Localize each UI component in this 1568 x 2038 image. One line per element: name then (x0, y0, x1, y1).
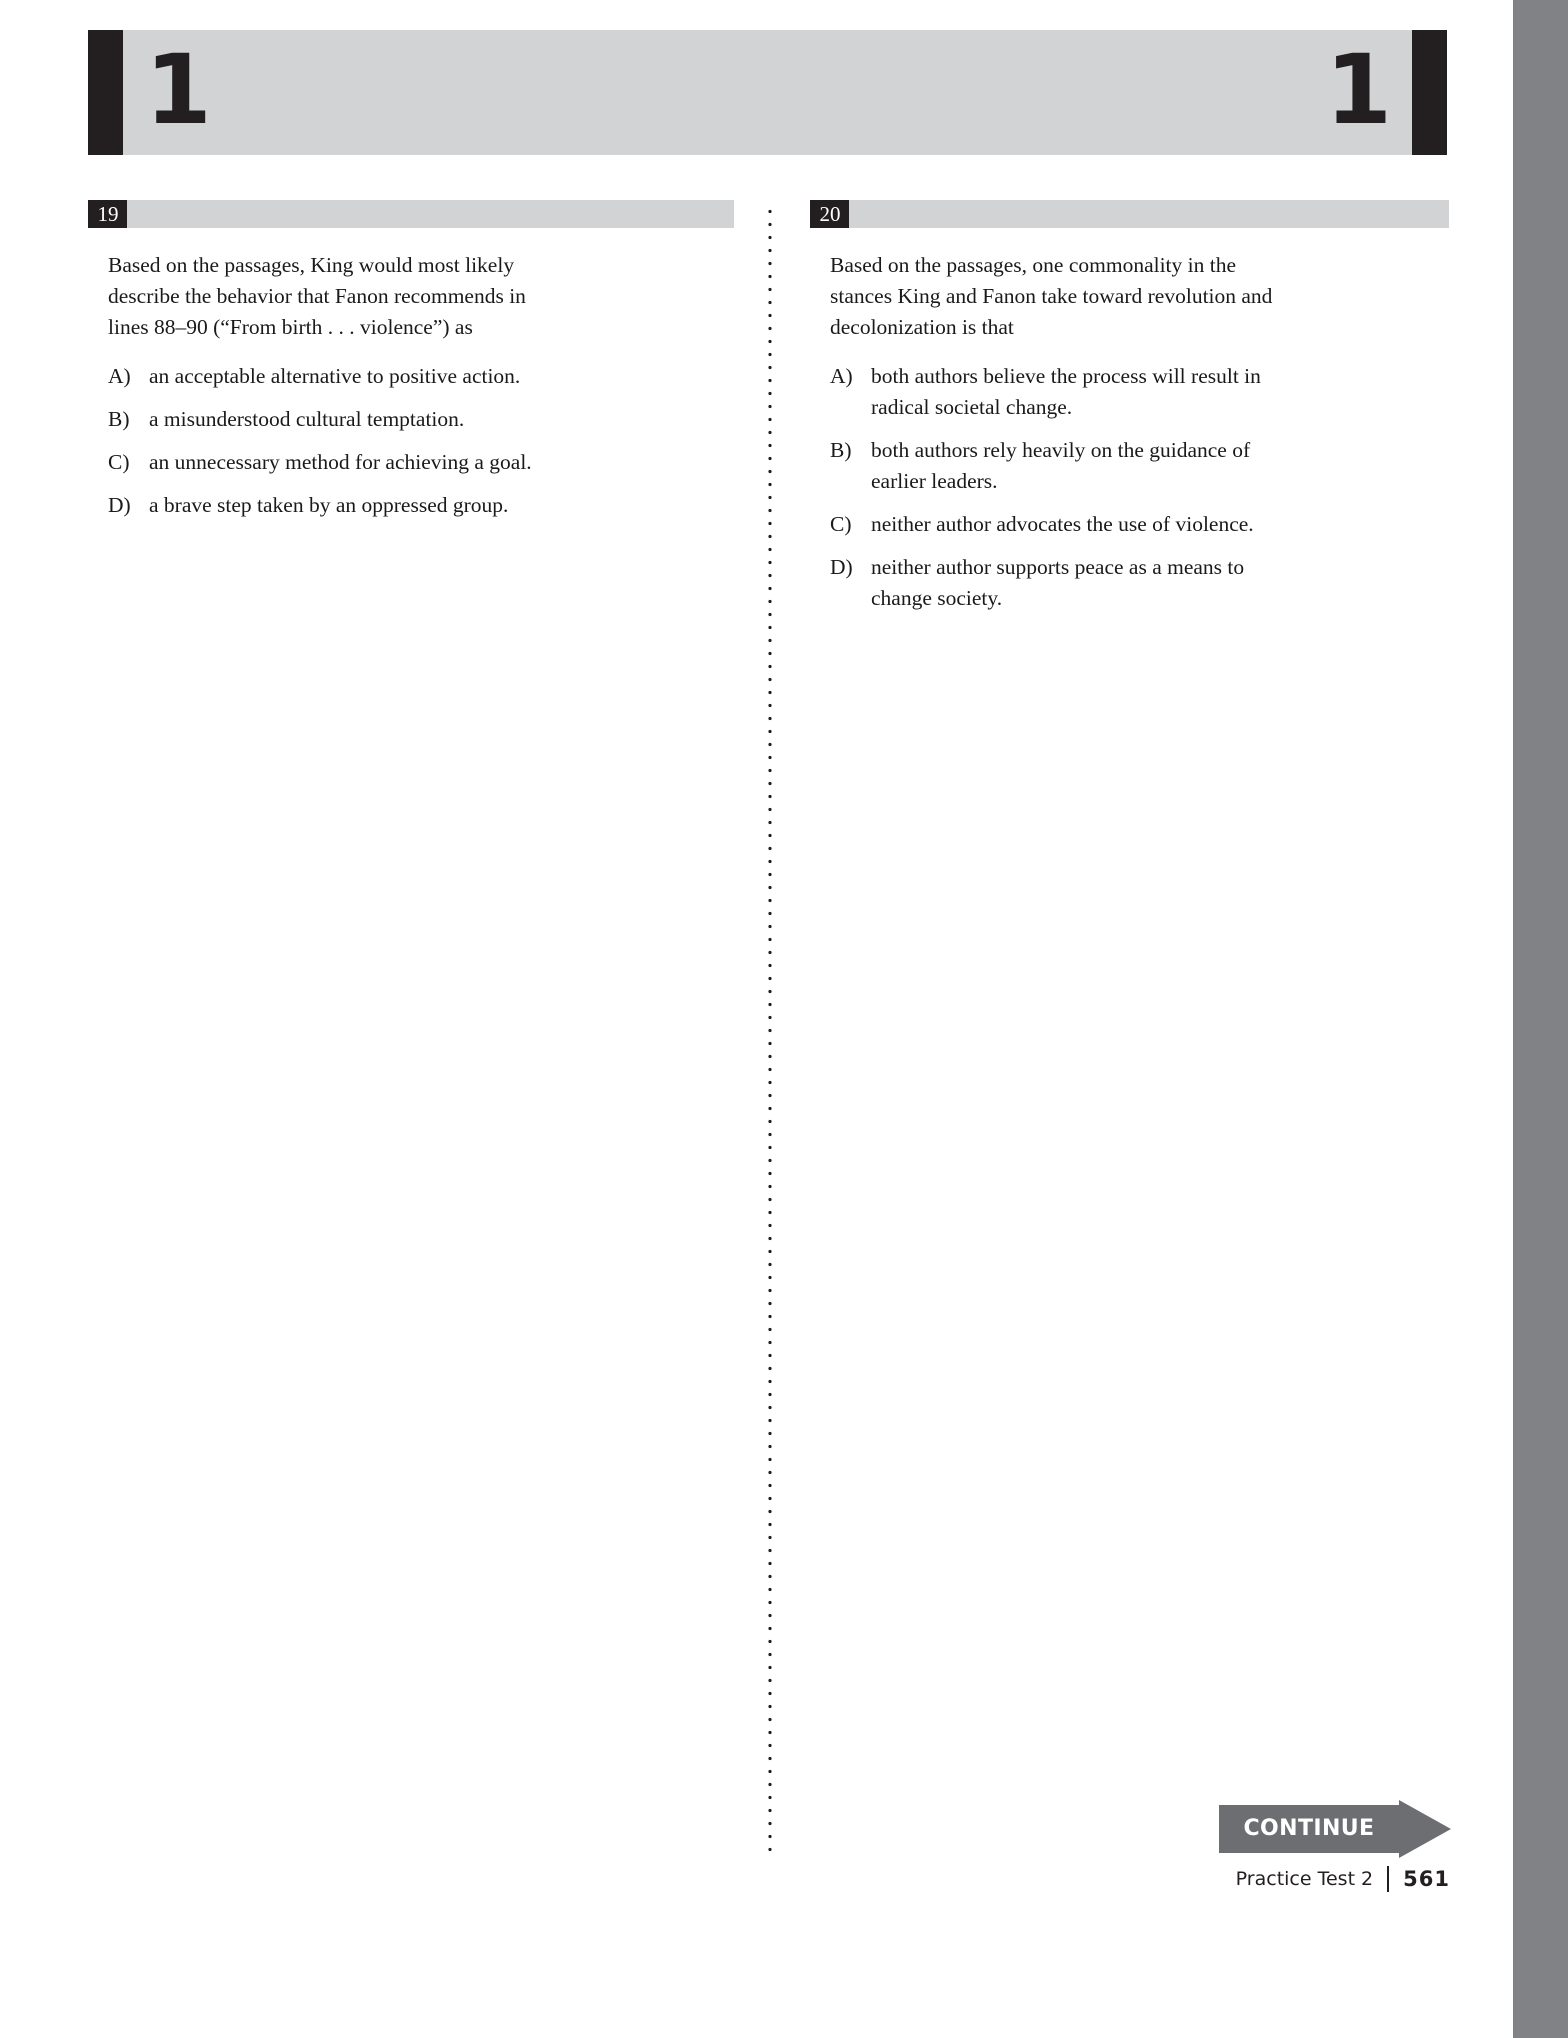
question-20-choice-d[interactable] (830, 552, 1450, 614)
section-header-left-endcap (88, 30, 123, 155)
choice-letter: A) (108, 364, 131, 388)
section-number-left: 1 (145, 33, 210, 146)
choice-text: both authors believe the process will result in radical societal change. (871, 364, 1261, 419)
choice-letter: A) (830, 364, 853, 388)
question-20-choice-c[interactable] (830, 509, 1450, 540)
section-header-body (123, 30, 1412, 155)
continue-button-body (1219, 1805, 1399, 1853)
question-19-header (88, 200, 736, 228)
left-column (88, 200, 736, 533)
question-20-rule (849, 200, 1449, 228)
section-number-right: 1 (1325, 33, 1390, 146)
right-page-rail (1513, 0, 1568, 2038)
question-20-choice-a[interactable] (830, 361, 1450, 423)
choice-text: neither author supports peace as a means to change society. (871, 555, 1245, 610)
question-20-stem: Based on the passages, one commonality in the stances King and Fanon take toward revolution and decolonization is that (830, 253, 1273, 339)
choice-text: neither author advocates the use of violence. (871, 512, 1254, 536)
question-20-choice-b[interactable] (830, 435, 1450, 497)
question-19-choices (88, 361, 736, 521)
choice-text: an unnecessary method for achieving a goal. (149, 450, 532, 474)
choice-text: an acceptable alternative to positive action. (149, 364, 521, 388)
section-header-right-endcap (1412, 30, 1447, 155)
choice-letter: C) (830, 512, 852, 536)
choice-letter: D) (830, 555, 853, 579)
footer-separator (1387, 1866, 1389, 1892)
choice-text: both authors rely heavily on the guidance of earlier leaders. (871, 438, 1251, 493)
choice-text: a misunderstood cultural temptation. (149, 407, 465, 431)
question-19-rule (127, 200, 734, 228)
question-20-number: 20 (810, 200, 849, 228)
right-column (810, 200, 1450, 626)
question-19-choice-b[interactable] (108, 404, 736, 435)
question-20-choices (810, 361, 1450, 614)
continue-label: CONTINUE (1243, 1816, 1375, 1841)
choice-letter: B) (108, 407, 130, 431)
question-19-stem: Based on the passages, King would most likely describe the behavior that Fanon recommends in lines 88–90 (“From birth . . . violence”) as (108, 253, 526, 339)
page-footer (1050, 1866, 1450, 1892)
choice-letter: C) (108, 450, 130, 474)
footer-page-number: 561 (1403, 1866, 1450, 1891)
choice-text: a brave step taken by an oppressed group. (149, 493, 509, 517)
continue-button[interactable] (1219, 1805, 1451, 1853)
question-19-number: 19 (88, 200, 127, 228)
column-divider (768, 205, 772, 1860)
footer-test-label: Practice Test 2 (1235, 1867, 1374, 1890)
continue-badge (1219, 1805, 1451, 1853)
question-19-choice-a[interactable] (108, 361, 736, 392)
arrow-right-icon (1399, 1800, 1451, 1858)
question-20-header (810, 200, 1450, 228)
question-19-choice-d[interactable] (108, 490, 736, 521)
choice-letter: D) (108, 493, 131, 517)
question-19-choice-c[interactable] (108, 447, 736, 478)
choice-letter: B) (830, 438, 852, 462)
section-header-bar (88, 30, 1447, 155)
